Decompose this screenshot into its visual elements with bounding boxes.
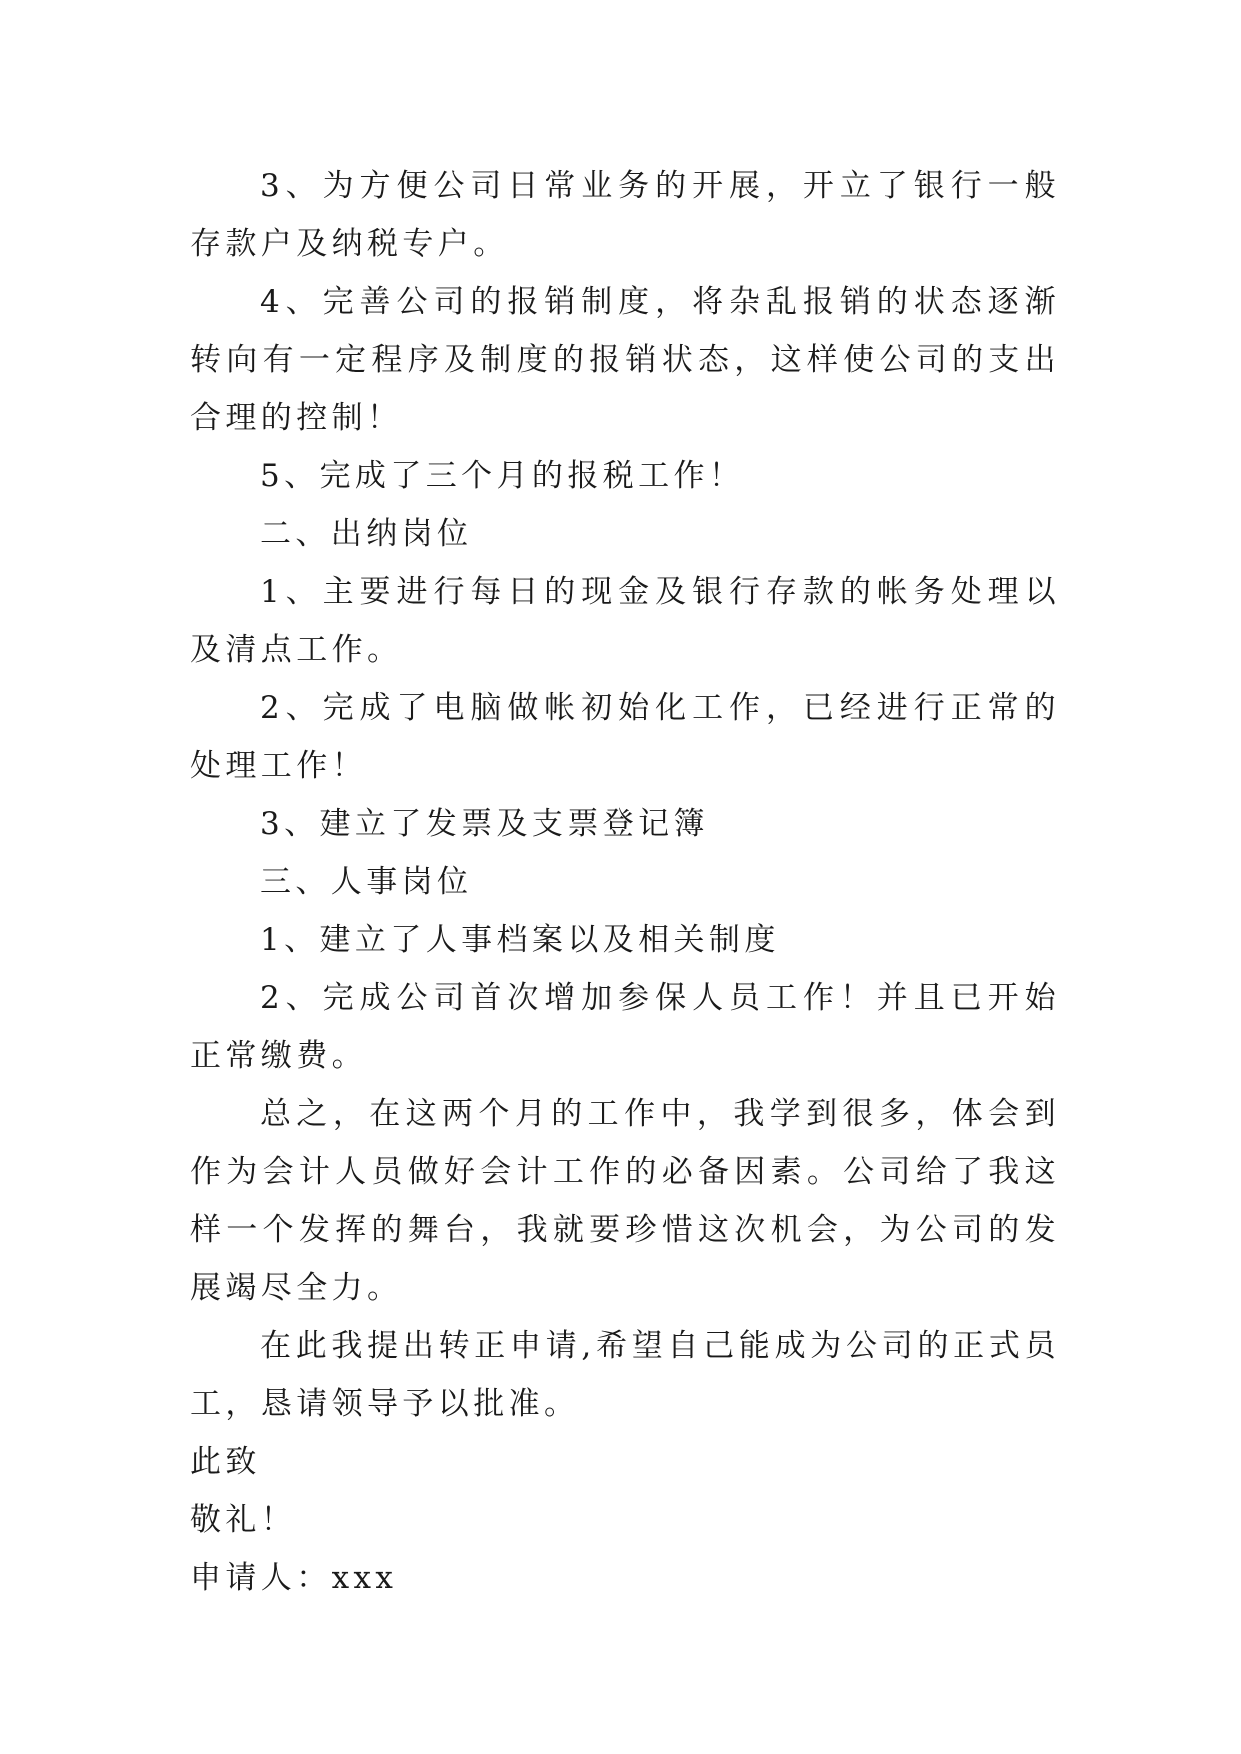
applicant-signature: 申请人：xxx [190,1560,398,1596]
closing-salutation: 此致 [190,1444,261,1480]
paragraph-personnel-files: 1、建立了人事档案以及相关制度 [260,922,780,958]
paragraph-tax-filing: 5、完成了三个月的报税工作！ [260,458,745,494]
paragraph-reimbursement-system: 4、完善公司的报销制度，将杂乱报销的状态逐渐转向有一定程序及制度的报销状态，这样使公司的支出合理的控制！ [190,284,1060,436]
section-heading-cashier: 二、出纳岗位 [260,516,473,552]
paragraph-invoice-register: 3、建立了发票及支票登记簿 [260,806,709,842]
paragraph-account-opening: 3、为方便公司日常业务的开展，开立了银行一般存款户及纳税专户。 [190,168,1060,262]
section-heading-personnel: 三、人事岗位 [260,864,473,900]
closing-regards: 敬礼！ [190,1502,297,1538]
paragraph-daily-cash: 1、主要进行每日的现金及银行存款的帐务处理以及清点工作。 [190,574,1060,668]
document-body [190,157,1060,1607]
paragraph-insurance: 2、完成公司首次增加参保人员工作！并且已开始正常缴费。 [190,980,1060,1074]
paragraph-summary: 总之，在这两个月的工作中，我学到很多，体会到作为会计人员做好会计工作的必备因素。公司给了我这样一个发挥的舞台，我就要珍惜这次机会，为公司的发展竭尽全力。 [190,1096,1060,1306]
paragraph-computer-bookkeeping: 2、完成了电脑做帐初始化工作，已经进行正常的处理工作！ [190,690,1060,784]
paragraph-request: 在此我提出转正申请,希望自己能成为公司的正式员工，恳请领导予以批准。 [190,1328,1060,1422]
